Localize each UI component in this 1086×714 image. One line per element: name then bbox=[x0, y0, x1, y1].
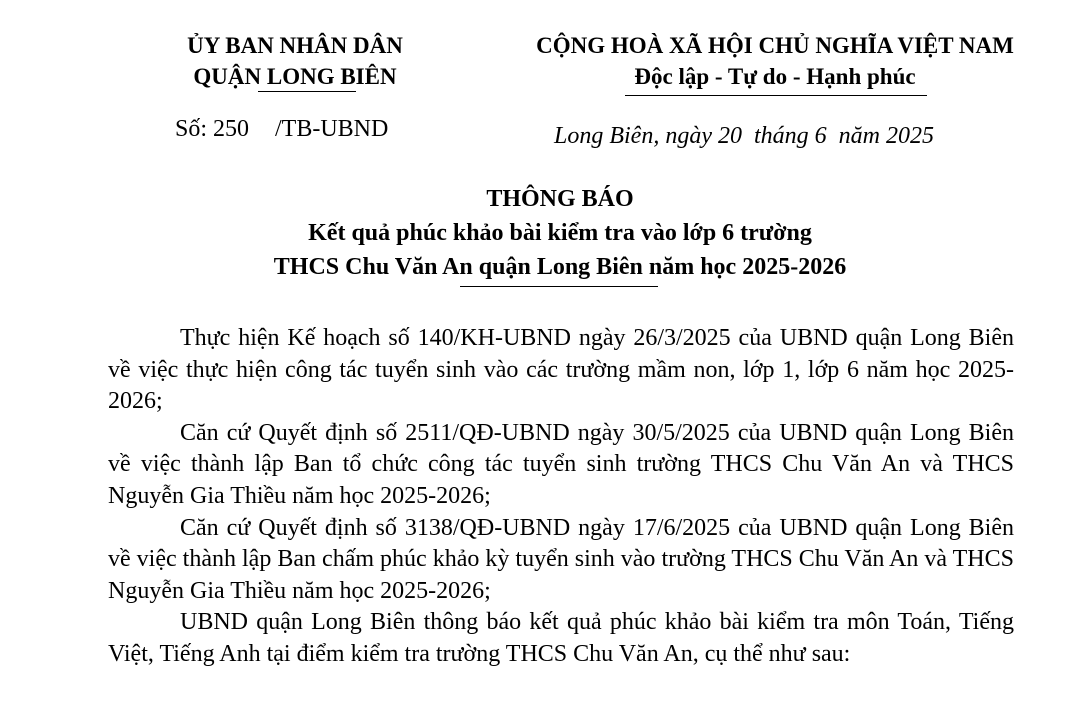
title-underline bbox=[460, 286, 658, 287]
country-name: CỘNG HOÀ XÃ HỘI CHỦ NGHĨA VIỆT NAM bbox=[536, 33, 1014, 58]
notice-title: THÔNG BÁO bbox=[486, 186, 634, 212]
document-number-suffix: /TB-UBND bbox=[275, 116, 389, 142]
motto-underline bbox=[625, 95, 927, 96]
document-number-prefix: Số: 250 bbox=[175, 116, 250, 142]
paragraph-decision-2511: Căn cứ Quyết định số 2511/QĐ-UBND ngày 30/5/2025 của UBND quận Long Biên về việc thành lập Ban tổ chức công tác tuyển sinh trường THCS Chu Văn An và THCS Nguyễn Gia Thiều năm học 2025-2026; bbox=[108, 419, 1014, 509]
notice-subtitle-line-1: Kết quả phúc khảo bài kiểm tra vào lớp 6 trường bbox=[308, 220, 812, 246]
notice-subtitle-line-2: THCS Chu Văn An quận Long Biên năm học 2025-2026 bbox=[273, 254, 847, 280]
notice-title-block bbox=[60, 182, 1060, 284]
motto: Độc lập - Tự do - Hạnh phúc bbox=[634, 64, 916, 89]
issuer-line-1: ỦY BAN NHÂN DÂN bbox=[187, 33, 403, 58]
paragraph-plan-reference: Thực hiện Kế hoạch số 140/KH-UBND ngày 26/3/2025 của UBND quận Long Biên về việc thực hiện công tác tuyển sinh vào các trường mầm non, lớp 1, lớp 6 năm học 2025-2026; bbox=[108, 325, 1014, 415]
paragraph-announcement: UBND quận Long Biên thông báo kết quả phúc khảo bài kiểm tra môn Toán, Tiếng Việt, Tiếng Anh tại điểm kiểm tra trường THCS Chu Văn An, cụ thể như sau: bbox=[108, 609, 1014, 667]
document-number bbox=[175, 116, 388, 143]
paragraph-decision-3138: Căn cứ Quyết định số 3138/QĐ-UBND ngày 17/6/2025 của UBND quận Long Biên về việc thành lập Ban chấm phúc khảo kỳ tuyển sinh vào trường THCS Chu Văn An và THCS Nguyễn Gia Thiều năm học 2025-2026; bbox=[108, 514, 1014, 604]
issuer-block bbox=[160, 30, 430, 92]
date-line: Long Biên, ngày 20 tháng 6 năm 2025 bbox=[554, 123, 934, 149]
issuer-underline bbox=[258, 91, 356, 92]
body-text bbox=[108, 323, 1014, 671]
national-motto-block bbox=[515, 30, 1035, 92]
issuer-line-2: QUẬN LONG BIÊN bbox=[193, 64, 397, 89]
